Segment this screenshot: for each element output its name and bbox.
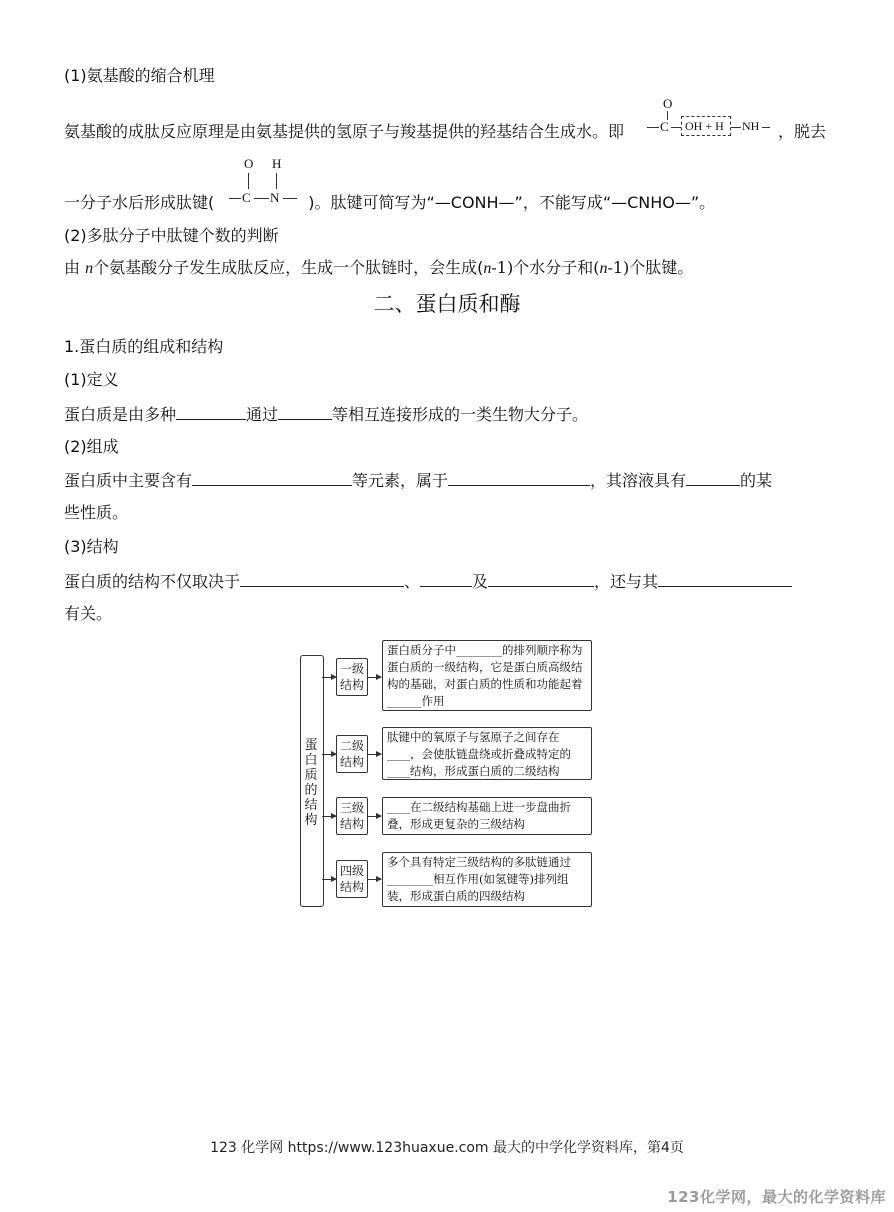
watermark: 123化学网，最大的化学资料库	[667, 1188, 886, 1206]
arrow-icon	[322, 816, 336, 817]
carbon-symbol: C	[660, 119, 669, 134]
heading-protein-composition: 1.蛋白质的组成和结构	[64, 337, 224, 356]
count-text-a: 由	[64, 258, 81, 277]
level-secondary-description: 肽键中的氧原子与氢原子之间存在____，会使肽链盘绕或折叠成特定的____结构，形成蛋白质的二级结构	[382, 727, 592, 780]
arrow-icon	[322, 677, 336, 678]
definition-text-b: 通过	[246, 405, 279, 424]
protein-structure-diagram	[300, 643, 600, 910]
count-text-d: -1)个肽键。	[607, 258, 694, 277]
level-tertiary-label: 三级结构	[336, 797, 368, 835]
nitrogen-symbol: N	[270, 190, 280, 205]
fill-blank[interactable]	[278, 403, 332, 420]
definition-text-a: 蛋白质是由多种	[64, 405, 177, 424]
page-footer: 123 化学网 https://www.123huaxue.com 最大的中学化学资料库，第4页	[210, 1140, 684, 1156]
level-quaternary-description: 多个具有特定三级结构的多肽链通过________相互作用(如氢键等)排列组装，形成蛋白质的四级结构	[382, 852, 592, 907]
definition-text-c: 等相互连接形成的一类生物大分子。	[332, 405, 589, 424]
carbon-symbol: C	[242, 190, 251, 205]
level-secondary-label: 二级结构	[336, 735, 368, 773]
level-quaternary-label: 四级结构	[336, 860, 368, 898]
paragraph-definition	[64, 403, 588, 426]
composition-text-b: 等元素，属于	[352, 471, 449, 490]
arrow-icon	[368, 677, 381, 678]
chem-formula-dehydration	[645, 96, 775, 140]
level-primary-description: 蛋白质分子中________的排列顺序称为蛋白质的一级结构，它是蛋白质高级结构的基础，对蛋白质的性质和功能起着______作用	[382, 640, 592, 711]
peptide-text-start: 一分子水后形成肽键(	[64, 193, 215, 212]
paragraph-peptide-bond	[64, 192, 715, 214]
structure-text-b: 、	[404, 572, 421, 591]
heading-structure: (3)结构	[64, 537, 119, 556]
level-primary-label: 一级结构	[336, 658, 368, 696]
composition-text-d: 的某	[740, 471, 773, 490]
heading-condensation: (1)氨基酸的缩合机理	[64, 66, 215, 85]
heading-definition: (1)定义	[64, 370, 119, 389]
paragraph-structure	[64, 570, 792, 593]
count-text-b: 个氨基酸分子发生成肽反应，生成一个肽链时，会生成(	[93, 258, 484, 277]
arrow-icon	[368, 879, 381, 880]
principle-text: 氨基酸的成肽反应原理是由氨基提供的氢原子与羧基提供的羟基结合生成水。即	[64, 122, 625, 141]
fill-blank[interactable]	[420, 570, 472, 587]
nh-symbol: NH	[742, 119, 760, 133]
oxygen-symbol: O	[663, 96, 673, 111]
fill-blank[interactable]	[488, 570, 594, 587]
heading-peptide-count: (2)多肽分子中肽键个数的判断	[64, 226, 279, 245]
water-box-label: OH + H	[685, 119, 724, 133]
composition-text-c: ，其溶液具有	[590, 471, 687, 490]
fill-blank[interactable]	[192, 469, 352, 486]
arrow-icon	[368, 754, 381, 755]
paragraph-composition-cont: 些性质。	[64, 503, 129, 522]
arrow-icon	[368, 816, 381, 817]
heading-composition: (2)组成	[64, 437, 119, 456]
level-tertiary-description: ____在二级结构基础上进一步盘曲折叠，形成更复杂的三级结构	[382, 797, 592, 835]
paragraph-composition	[64, 469, 772, 492]
composition-text-a: 蛋白质中主要含有	[64, 471, 193, 490]
variable-n: n	[599, 260, 608, 277]
chem-formula-peptide-bond	[225, 156, 305, 206]
structure-text-c: 及	[472, 572, 489, 591]
variable-n: n	[483, 260, 492, 277]
variable-n: n	[85, 260, 94, 277]
section-title-protein-enzyme: 二、蛋白质和酶	[373, 292, 521, 316]
peptide-text-end: )。肽键可简写为“—CONH—”，不能写成“—CNHO—”。	[308, 193, 716, 212]
oxygen-symbol: O	[244, 156, 254, 171]
fill-blank[interactable]	[240, 570, 404, 587]
fill-blank[interactable]	[686, 469, 740, 486]
arrow-icon	[322, 879, 336, 880]
arrow-icon	[322, 754, 336, 755]
paragraph-peptide-count	[64, 257, 693, 280]
fill-blank[interactable]	[448, 469, 590, 486]
diagram-root-label: 蛋白质的结构	[304, 738, 318, 828]
fill-blank[interactable]	[658, 570, 792, 587]
structure-text-d: ，还与其	[594, 572, 659, 591]
count-text-c: -1)个水分子和(	[491, 258, 600, 277]
structure-text-a: 蛋白质的结构不仅取决于	[64, 572, 241, 591]
principle-text-end: ，脱去	[778, 122, 827, 141]
fill-blank[interactable]	[176, 403, 246, 420]
paragraph-structure-cont: 有关。	[64, 604, 113, 623]
hydrogen-symbol: H	[272, 156, 282, 171]
paragraph-principle	[64, 121, 624, 143]
